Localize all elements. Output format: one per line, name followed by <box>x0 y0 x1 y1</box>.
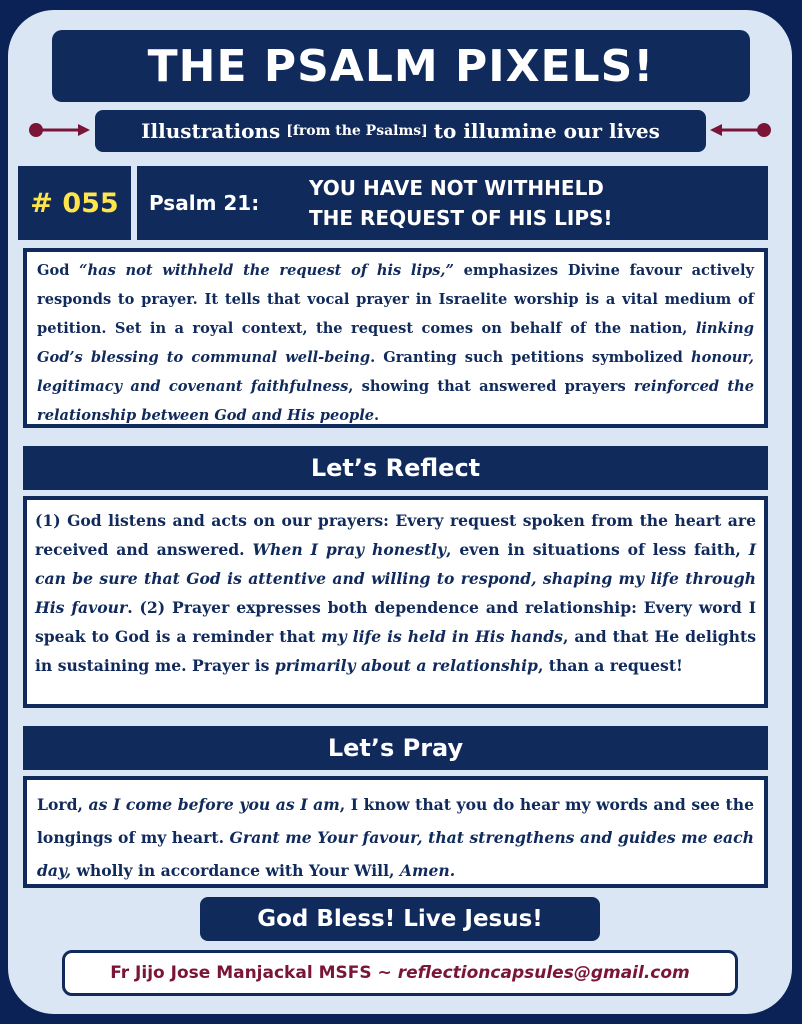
pray-segments-segment: as I come before you as I am <box>88 795 340 814</box>
intro-segment: . Granting such petitions symbolized <box>370 349 691 366</box>
arrow-right-icon <box>28 121 92 139</box>
reflect-segments-segment: , and that He delights in sustaining me. Prayer is <box>35 627 756 675</box>
pray-segments-segment: wholly in accordance with Your Will, <box>71 861 400 880</box>
pray-segments-segment: Grant me Your favour, that strengthens and guides me each day, <box>37 828 754 880</box>
reflect-paragraph <box>23 496 768 708</box>
pray-segments-segment: Lord, <box>37 795 89 814</box>
reflect-segments-segment: When I pray honestly <box>252 540 447 559</box>
psalm-heading <box>137 166 768 240</box>
reflect-segments-segment: , than a request! <box>537 656 683 675</box>
page-title: THE PSALM PIXELS! <box>52 30 750 102</box>
reflect-segments-segment: primarily about a relationship <box>274 656 538 675</box>
subtitle-text-start: Illustrations <box>141 119 281 143</box>
blessing-banner: God Bless! Live Jesus! <box>200 897 600 941</box>
psalm-title-line-1: YOU HAVE NOT WITHHELD <box>309 176 604 200</box>
reflect-segments-segment: my life is held in His hands <box>321 627 563 646</box>
prayer-paragraph <box>23 776 768 888</box>
author-credit <box>62 950 738 996</box>
intro-paragraph <box>23 248 768 428</box>
entry-number: # 055 <box>18 166 131 240</box>
pray-heading: Let’s Pray <box>23 726 768 770</box>
reflect-segments-segment: I can be sure that God is attentive and willing to respond, shaping my life through His favour <box>35 540 756 617</box>
author-name: Fr Jijo Jose Manjackal MSFS ~ <box>110 963 392 983</box>
intro-segment: . <box>374 407 380 424</box>
pray-segments-segment: Amen. <box>399 861 456 880</box>
intro-segment: linking God’s blessing to communal well-being <box>37 320 754 366</box>
arrow-left-icon <box>708 121 772 139</box>
reflect-segments-segment: , even in situations of less faith, <box>446 540 749 559</box>
intro-segment: reinforced the relationship between God and His people <box>37 378 754 424</box>
reflect-heading: Let’s Reflect <box>23 446 768 490</box>
intro-segment: God <box>37 262 80 279</box>
psalm-title-line-2: THE REQUEST OF HIS LIPS! <box>309 206 613 230</box>
intro-segment: “has not withheld the request of his lips,” <box>79 262 454 279</box>
psalm-title <box>309 173 768 233</box>
intro-segment: honour, legitimacy and covenant faithfulness <box>37 349 755 395</box>
intro-segment: emphasizes Divine favour actively responds to prayer. It tells that vocal prayer in Israelite worship is a vital medium of petition. Set in a royal context, the request comes on behalf of the nation, <box>37 262 755 337</box>
pray-segments-segment: , I know that you do hear my words and see the longings of my heart. <box>37 795 754 847</box>
subtitle-banner <box>95 110 706 152</box>
psalm-reference: Psalm 21: <box>149 191 260 215</box>
reflect-segments-segment: . (2) Prayer expresses both dependence and relationship: Every word I speak to God is a reminder that <box>35 598 756 646</box>
subtitle-text-end: to illumine our lives <box>433 119 660 143</box>
reflect-segments-segment: (1) God listens and acts on our prayers: Every request spoken from the heart are received and answered. <box>35 511 756 559</box>
author-email: reflectioncapsules@gmail.com <box>397 963 690 983</box>
intro-segment: , showing that answered prayers <box>348 378 634 395</box>
subtitle-text-small: [from the Psalms] <box>286 123 428 139</box>
